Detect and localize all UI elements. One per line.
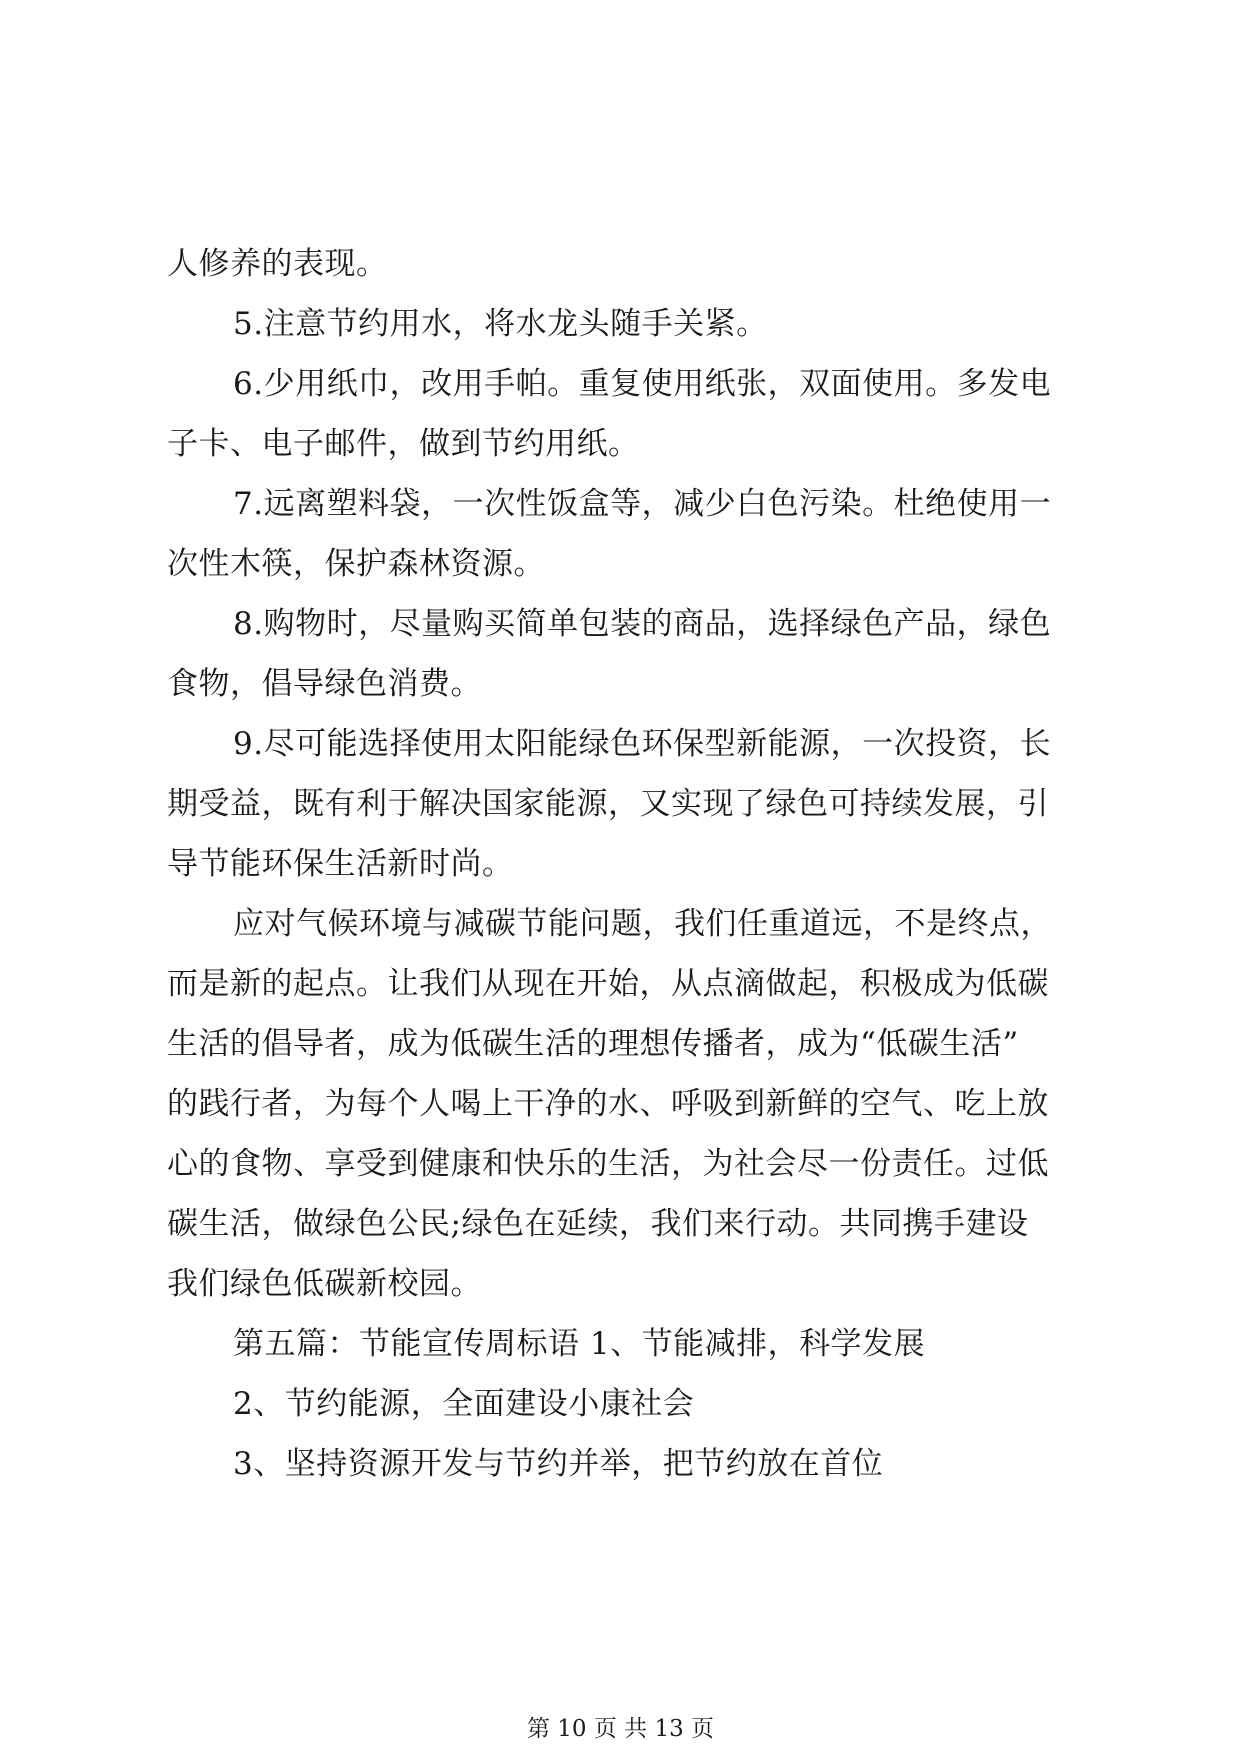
text-line: 食物，倡导绿色消费。: [167, 666, 482, 702]
text-line: 我们绿色低碳新校园。: [167, 1266, 482, 1302]
text-line: 导节能环保生活新时尚。: [167, 846, 514, 882]
text-line: 而是新的起点。让我们从现在开始，从点滴做起，积极成为低碳: [167, 966, 1049, 1002]
text-line: 5.注意节约用水，将水龙头随手关紧。: [233, 306, 768, 342]
text-line: 9.尽可能选择使用太阳能绿色环保型新能源，一次投资，长: [233, 726, 1052, 762]
text-line: 6.少用纸巾，改用手帕。重复使用纸张，双面使用。多发电: [233, 366, 1052, 402]
text-line: 生活的倡导者，成为低碳生活的理想传播者，成为“低碳生活”: [167, 1026, 1019, 1062]
document-body: [167, 234, 1087, 1494]
text-line: 8.购物时，尽量购买简单包装的商品，选择绿色产品，绿色: [233, 606, 1052, 642]
section-heading: 第五篇：节能宣传周标语 1、节能减排，科学发展: [233, 1326, 926, 1362]
slogan-item: 3、坚持资源开发与节约并举，把节约放在首位: [233, 1446, 884, 1482]
text-line: 次性木筷，保护森林资源。: [167, 546, 545, 582]
text-line: 人修养的表现。: [167, 246, 388, 282]
text-line: 子卡、电子邮件，做到节约用纸。: [167, 426, 640, 462]
text-line: 7.远离塑料袋，一次性饭盒等，减少白色污染。杜绝使用一: [233, 486, 1052, 522]
text-line: 心的食物、享受到健康和快乐的生活，为社会尽一份责任。过低: [167, 1146, 1049, 1182]
text-line: 碳生活，做绿色公民;绿色在延续，我们来行动。共同携手建设: [167, 1206, 1029, 1242]
text-line: 期受益，既有利于解决国家能源，又实现了绿色可持续发展，引: [167, 786, 1049, 822]
text-line: 的践行者，为每个人喝上干净的水、呼吸到新鲜的空气、吃上放: [167, 1086, 1049, 1122]
text-line: 应对气候环境与减碳节能问题，我们任重道远，不是终点，: [233, 906, 1052, 942]
page-footer: 第 10 页 共 13 页: [526, 1716, 715, 1742]
slogan-item: 2、节约能源，全面建设小康社会: [233, 1386, 695, 1422]
